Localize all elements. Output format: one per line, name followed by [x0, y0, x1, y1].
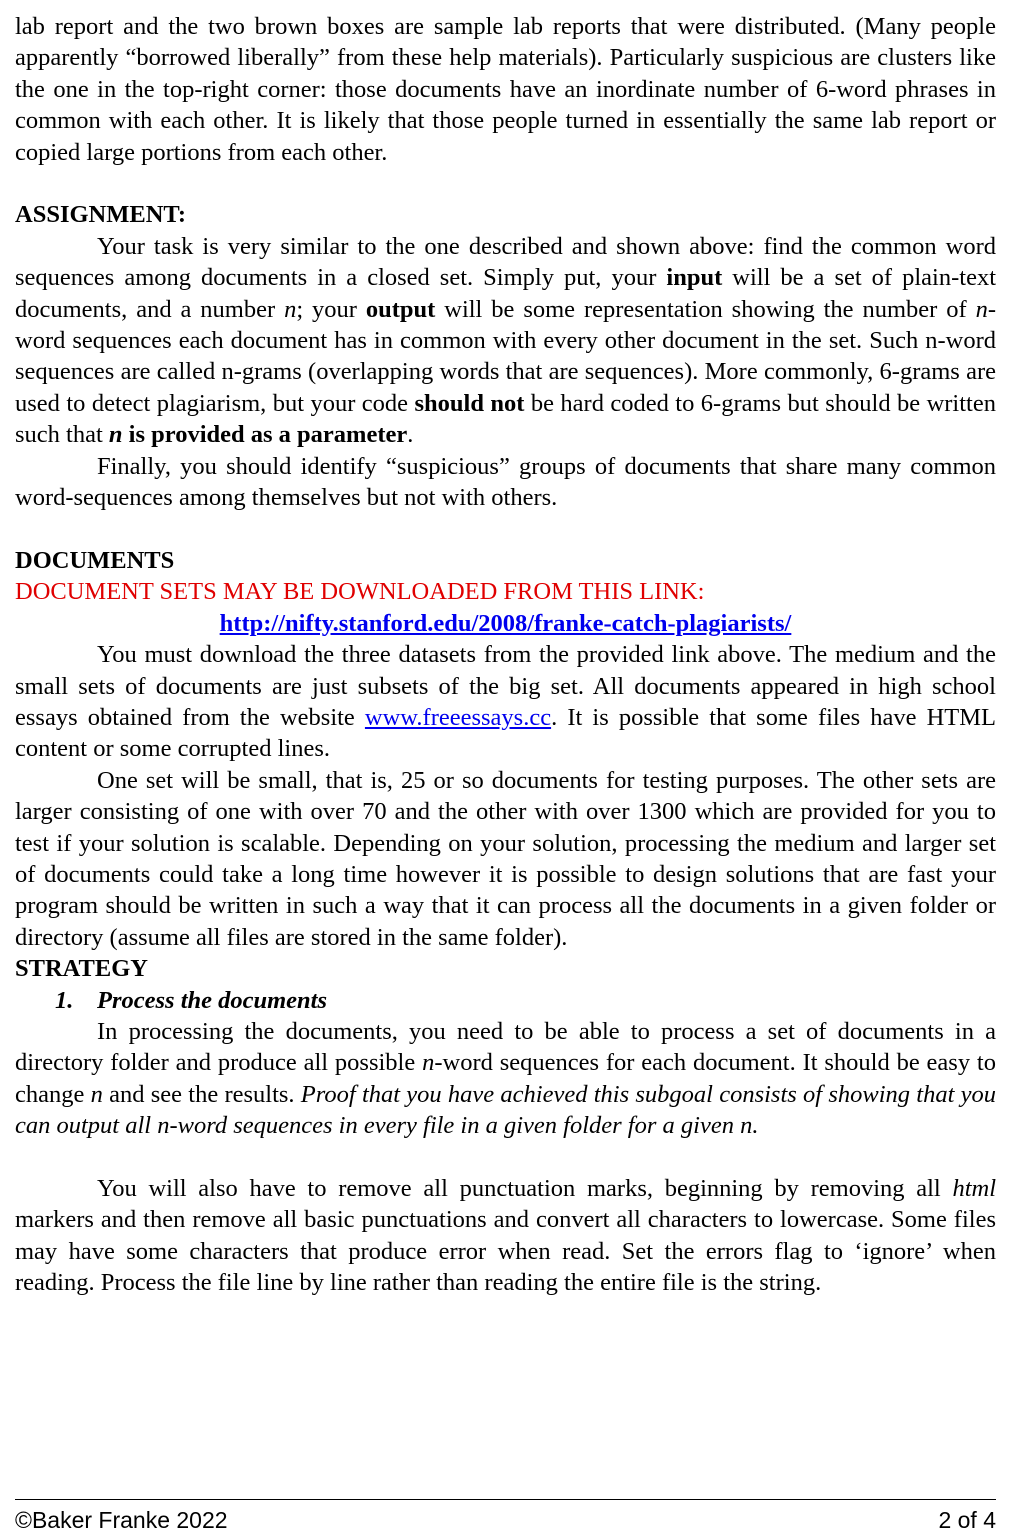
- download-link-line: [15, 608, 996, 639]
- spacer: [15, 513, 996, 544]
- strategy-list-item-1: [15, 985, 996, 1016]
- documents-paragraph-1: You must download the three datasets from the provided link above. The medium and the small sets of documents are just subsets of the big set. All documents appeared in high school essays obtained from the website www.freeessays.cc. It is possible that some files have HTML content or some corrupted lines.: [15, 641, 997, 763]
- list-number: 1.: [55, 986, 74, 1014]
- freeessays-link[interactable]: www.freeessays.cc: [364, 703, 552, 731]
- assignment-paragraph-2: Finally, you should identify “suspicious” groups of documents that share many common word-sequences among themselves but not with others.: [15, 452, 996, 512]
- spacer: [15, 168, 996, 199]
- list-item-label: Process the documents: [97, 986, 328, 1014]
- page-footer: [15, 1499, 996, 1540]
- spacer: [15, 1142, 996, 1173]
- strategy-heading: STRATEGY: [15, 955, 148, 983]
- documents-heading: DOCUMENTS: [15, 546, 175, 574]
- strategy-paragraph-1: In processing the documents, you need to be able to process a set of documents in a directory folder and produce all possible n-word sequences for each document. It should be easy to change n and see the results. Proof that you have achieved this subgoal consists of showing that you can output all n-word sequences in every file in a given folder for a given n.: [15, 1017, 997, 1140]
- document-page: [15, 11, 996, 1299]
- strategy-paragraph-2: You will also have to remove all punctuation marks, beginning by removing all html markers and then remove all basic punctuations and convert all characters to lowercase. Some files may have some characters that produce error when read. Set the errors flag to ‘ignore’ when reading. Process the file line by line rather than reading the entire file is the string.: [15, 1174, 996, 1297]
- page-number: 2 of 4: [938, 1507, 996, 1533]
- dataset-download-link[interactable]: http://nifty.stanford.edu/2008/franke-catch-plagiarists/: [219, 609, 792, 637]
- download-notice: DOCUMENT SETS MAY BE DOWNLOADED FROM THIS LINK:: [15, 578, 705, 606]
- copyright-text: ©Baker Franke 2022: [15, 1507, 228, 1533]
- assignment-paragraph-1: Your task is very similar to the one described and shown above: find the common word sequences among documents in a closed set. Simply put, your input will be a set of plain-text documents, and a number n; your output will be some representation showing the number of n-word sequences each document has in common with every other document in the set. Such n-word sequences are called n-grams (overlapping words that are sequences). More commonly, 6-grams are used to detect plagiarism, but your code should not be hard coded to 6-grams but should be written such that n is provided as a parameter.: [15, 232, 996, 449]
- intro-paragraph: lab report and the two brown boxes are sample lab reports that were distributed. (Many people apparently “borrowed liberally” from these help materials). Particularly suspicious are clusters like the one in the top-right corner: those documents have an inordinate number of 6-word phrases in common with each other. It is likely that those people turned in essentially the same lab report or copied large portions from each other.: [15, 13, 996, 166]
- documents-paragraph-2: One set will be small, that is, 25 or so documents for testing purposes. The other sets are larger consisting of one with over 70 and the other with over 1300 which are provided for you to test if your solution is scalable. Depending on your solution, processing the medium and larger set of documents could take a long time however it is possible to design solutions that are fast your program should be written in such a way that it can process all the documents in a given folder or directory (assume all files are stored in the same folder).: [15, 766, 996, 951]
- assignment-heading: ASSIGNMENT:: [15, 201, 187, 229]
